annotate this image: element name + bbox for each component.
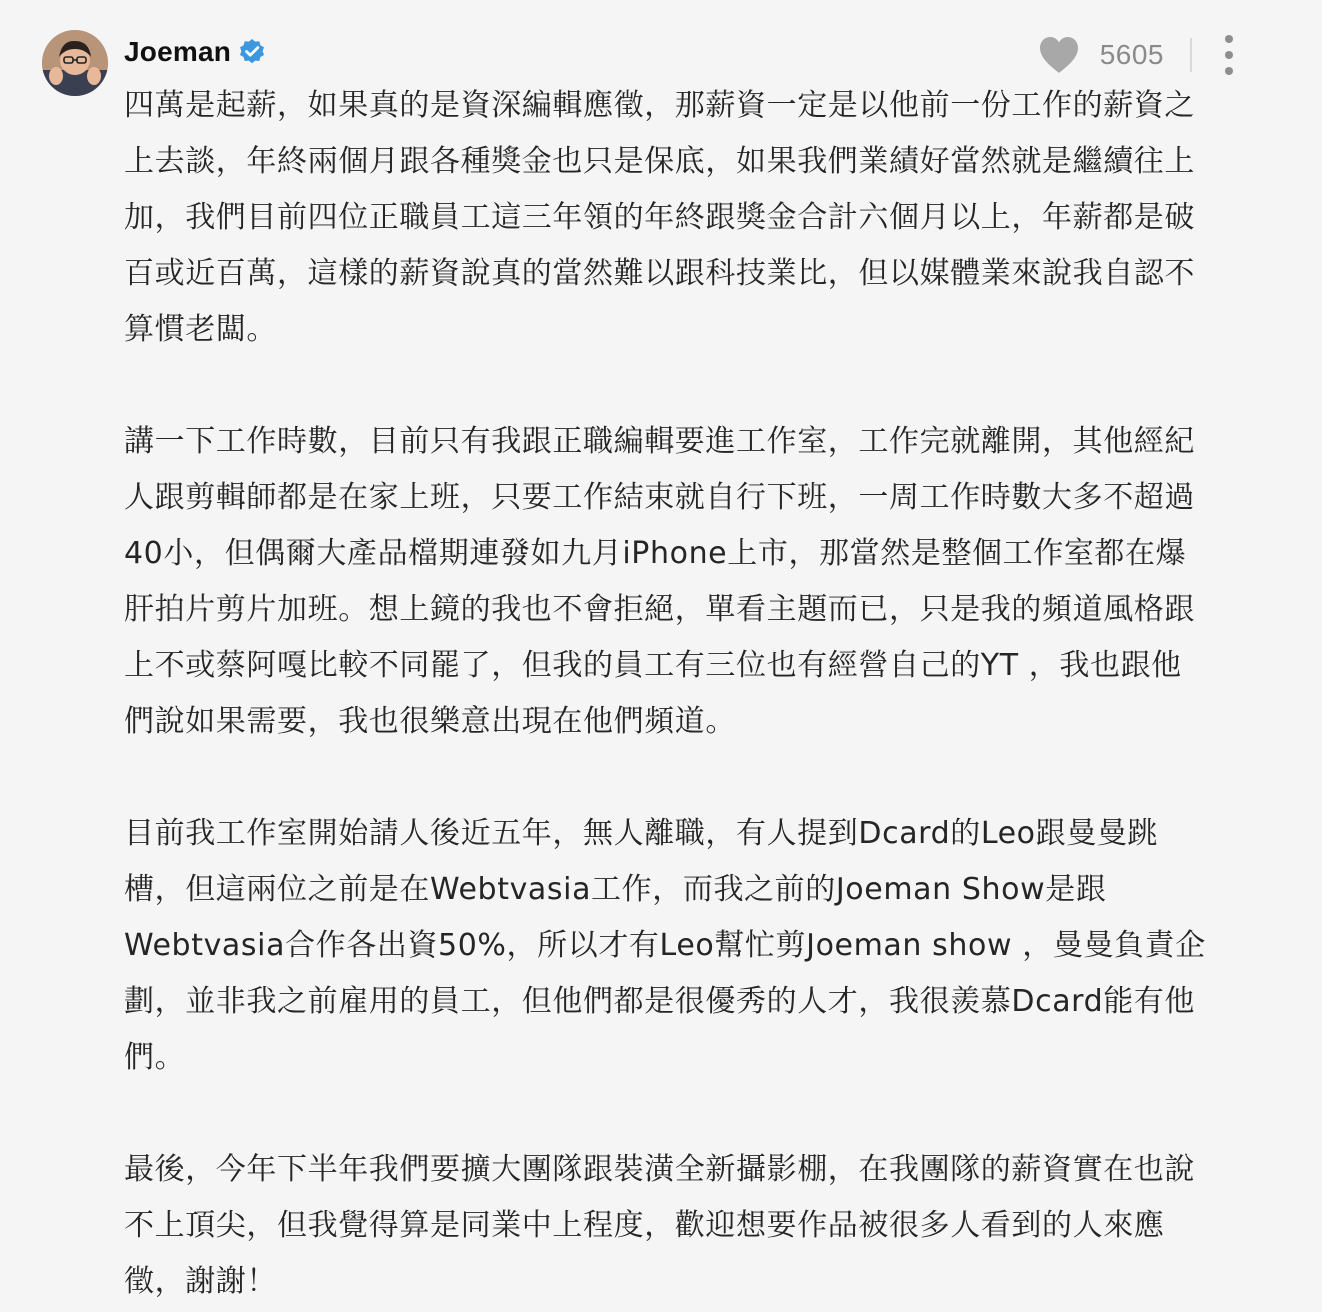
heart-icon[interactable]	[1038, 36, 1080, 74]
comment-paragraph: 目前我工作室開始請人後近五年，無人離職，有人提到Dcard的Leo跟曼曼跳 槽，但這兩位之前是在Webtvasia工作，而我之前的Joeman Show是跟 Webtvasia合作各出資50%，所以才有Leo幫忙剪Joeman show ，曼曼負責企 劃，並非我之前雇用的員工，但他們都是很優秀的人才，我很羨慕Dcard能有他 們。	[124, 816, 1206, 1075]
verified-badge-icon	[238, 38, 266, 66]
author-row	[124, 32, 266, 72]
divider	[1190, 38, 1192, 72]
comment-actions	[1038, 34, 1242, 76]
comment-paragraph: 四萬是起薪，如果真的是資深編輯應徵，那薪資一定是以他前一份工作的薪資之 上去談，年終兩個月跟各種獎金也只是保底，如果我們業績好當然就是繼續往上 加，我們目前四位正職員工這三年領的年終跟獎金合計六個月以上，年薪都是破 百或近百萬，這樣的薪資說真的當然難以跟科技業比，但以媒體業來說我自認不 算慣老闆。	[124, 88, 1195, 347]
more-vertical-icon[interactable]	[1216, 35, 1242, 75]
comment-body	[124, 78, 1250, 1312]
author-name[interactable]: Joeman	[124, 36, 232, 67]
comment-paragraph: 最後，今年下半年我們要擴大團隊跟裝潢全新攝影棚，在我團隊的薪資實在也說 不上頂尖，但我覺得算是同業中上程度，歡迎想要作品被很多人看到的人來應 徵，謝謝！	[124, 1152, 1195, 1299]
like-count: 5605	[1099, 39, 1164, 70]
comment-paragraph: 講一下工作時數，目前只有我跟正職編輯要進工作室，工作完就離開，其他經紀 人跟剪輯師都是在家上班，只要工作結束就自行下班，一周工作時數大多不超過 40小，但偶爾大產品檔期連發如九月iPhone上市，那當然是整個工作室都在爆 肝拍片剪片加班。想上鏡的我也不會拒絕，單看主題而已，只是我的頻道風格跟 上不或蔡阿嘎比較不同罷了，但我的員工有三位也有經營自己的YT ，我也跟他 們說如果需要，我也很樂意出現在他們頻道。	[124, 424, 1195, 739]
avatar[interactable]	[42, 30, 108, 96]
